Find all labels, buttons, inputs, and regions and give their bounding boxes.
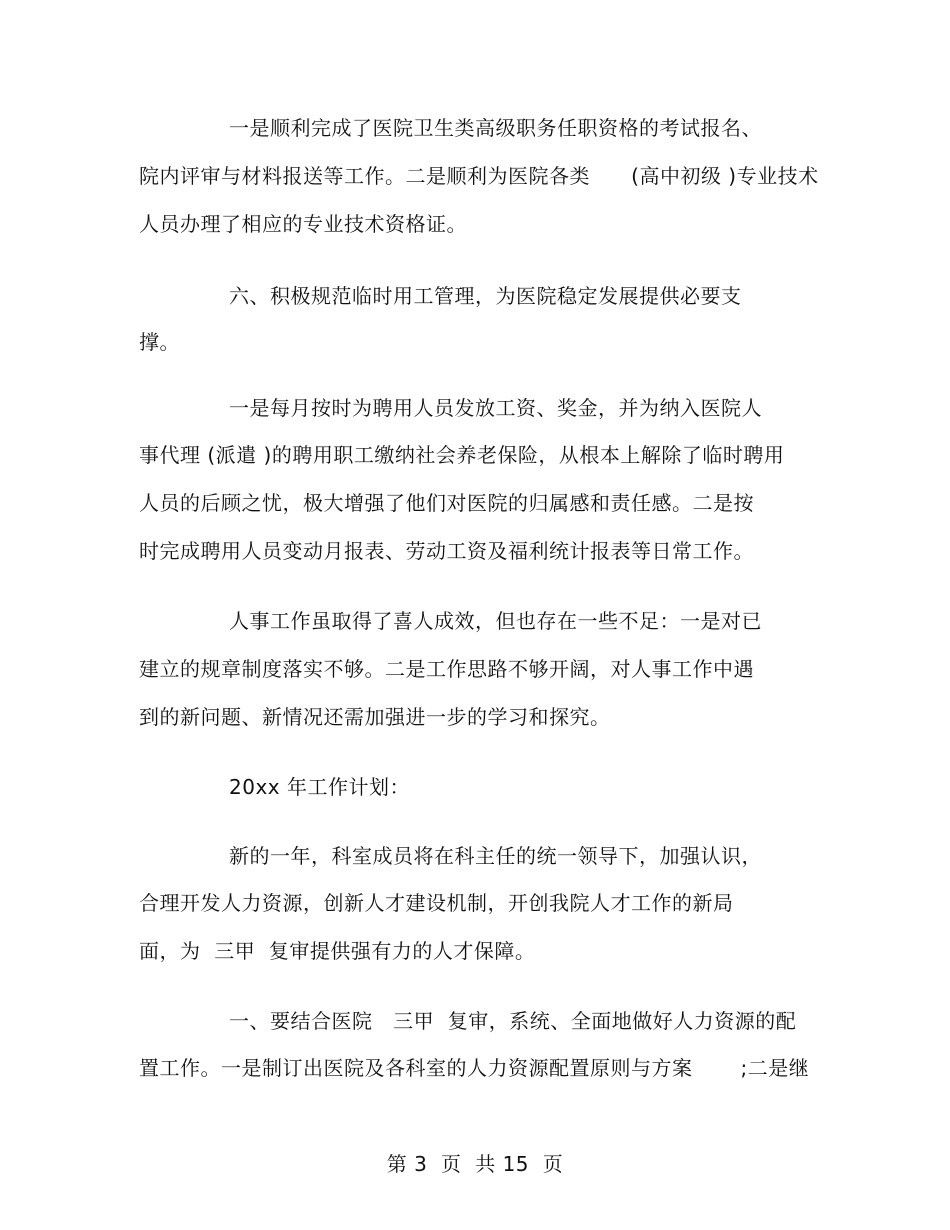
text-line: 人事工作虽取得了喜人成效，但也存在一些不足：一是对已 xyxy=(229,609,762,633)
text-line: 一、要结合医院 三甲 复审，系统、全面地做好人力资源的配 xyxy=(229,1009,797,1033)
text-line: 人员的后顾之忧，极大增强了他们对医院的归属感和责任感。二是按 xyxy=(139,491,754,515)
section-heading: 撑。 xyxy=(139,330,180,354)
text-line: 事代理 (派遣 )的聘用职工缴纳社会养老保险，从根本上解除了临时聘用 xyxy=(139,443,785,467)
text-line: 院内评审与材料报送等工作。二是顺利为医院各类 (高中初级 )专业技术 xyxy=(139,164,819,188)
text-line: 合理开发人力资源，创新人才建设机制，开创我院人才工作的新局 xyxy=(139,891,734,915)
text-line: 一是顺利完成了医院卫生类高级职务任职资格的考试报名、 xyxy=(229,116,762,140)
text-line: 新的一年，科室成员将在科主任的统一领导下，加强认识， xyxy=(229,844,762,868)
text-line: 置工作。一是制订出医院及各科室的人力资源配置原则与方案 ;二是继 xyxy=(139,1056,810,1080)
text-line: 一是每月按时为聘用人员发放工资、奖金，并为纳入医院人 xyxy=(229,396,762,420)
text-line: 人员办理了相应的专业技术资格证。 xyxy=(139,212,467,236)
text-line: 面，为 三甲 复审提供强有力的人才保障。 xyxy=(139,939,536,963)
text-line: 到的新问题、新情况还需加强进一步的学习和探究。 xyxy=(139,705,611,729)
page-number-footer: 第 3 页 共 15 页 xyxy=(386,1152,564,1176)
section-heading: 六、积极规范临时用工管理，为医院稳定发展提供必要支 xyxy=(229,284,742,308)
section-heading: 20xx 年工作计划： xyxy=(229,775,410,799)
text-line: 时完成聘用人员变动月报表、劳动工资及福利统计报表等日常工作。 xyxy=(139,539,754,563)
text-line: 建立的规章制度落实不够。二是工作思路不够开阔，对人事工作中遇 xyxy=(139,657,754,681)
